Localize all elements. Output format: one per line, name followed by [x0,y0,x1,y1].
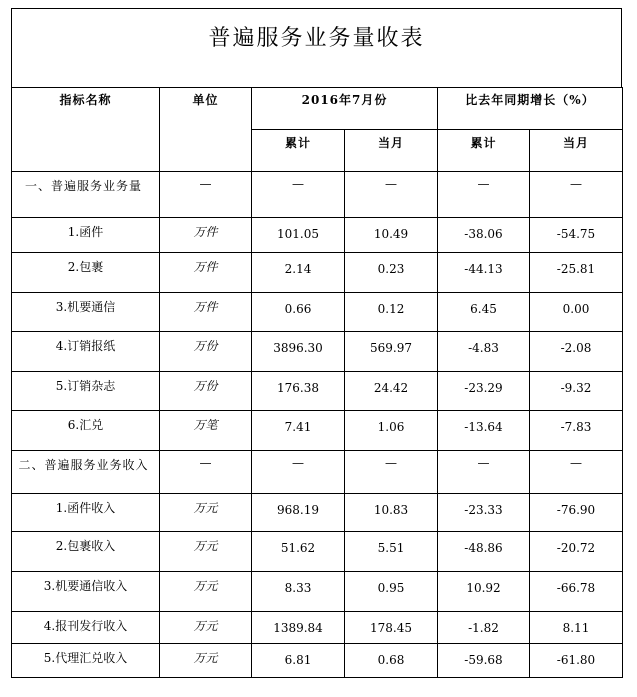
indicator-name-cell: 4.订销报纸 [12,332,160,372]
indicator-name-cell: 6.汇兑 [12,411,160,451]
current-month-cell: 0.12 [345,293,438,332]
growth-cumulative-cell: -44.13 [438,253,530,293]
current-month-cell: 0.95 [345,572,438,612]
indicator-name-cell: 5.代理汇兑收入 [12,644,160,678]
table-row [12,172,623,218]
current-month-cell: — [345,172,438,218]
cumulative-cell: 51.62 [252,532,345,572]
cumulative-cell: — [252,172,345,218]
cumulative-cell: 6.81 [252,644,345,678]
growth-current-month-cell: -76.90 [530,494,623,532]
cumulative-cell: 7.41 [252,411,345,451]
unit-cell: 万元 [160,494,252,532]
table-row [12,332,623,372]
indicator-name-cell: 3.机要通信 [12,293,160,332]
header-row-1 [12,88,623,130]
indicator-name-cell: 2.包裹收入 [12,532,160,572]
growth-cumulative-cell: -48.86 [438,532,530,572]
growth-cumulative-cell: -38.06 [438,218,530,253]
cumulative-cell: 968.19 [252,494,345,532]
current-month-cell: 1.06 [345,411,438,451]
indicator-name-cell: 1.函件收入 [12,494,160,532]
table-row [12,532,623,572]
header-growth: 比去年同期增长（%） [438,88,623,130]
growth-current-month-cell: -7.83 [530,411,623,451]
table-row [12,451,623,494]
growth-current-month-cell: — [530,172,623,218]
unit-cell: 万件 [160,218,252,253]
header-indicator: 指标名称 [12,88,160,172]
unit-cell: — [160,172,252,218]
indicator-name-cell: 2.包裹 [12,253,160,293]
current-month-cell: 569.97 [345,332,438,372]
growth-cumulative-cell: — [438,172,530,218]
current-month-cell: 10.83 [345,494,438,532]
current-month-cell: 178.45 [345,612,438,644]
cumulative-cell: 0.66 [252,293,345,332]
growth-current-month-cell: -20.72 [530,532,623,572]
growth-current-month-cell: -2.08 [530,332,623,372]
growth-cumulative-cell: 6.45 [438,293,530,332]
current-month-cell: 10.49 [345,218,438,253]
current-month-cell: 0.68 [345,644,438,678]
growth-cumulative-cell: -13.64 [438,411,530,451]
unit-cell: 万件 [160,253,252,293]
cumulative-cell: 8.33 [252,572,345,612]
growth-current-month-cell: -61.80 [530,644,623,678]
header-growth-current-month: 当月 [530,130,623,172]
unit-cell: 万件 [160,293,252,332]
table-row [12,644,623,678]
table-row [12,572,623,612]
growth-current-month-cell: -25.81 [530,253,623,293]
current-month-cell: — [345,451,438,494]
indicator-name-cell: 4.报刊发行收入 [12,612,160,644]
growth-cumulative-cell: -1.82 [438,612,530,644]
growth-current-month-cell: 8.11 [530,612,623,644]
header-current-month: 当月 [345,130,438,172]
cumulative-cell: — [252,451,345,494]
growth-current-month-cell: — [530,451,623,494]
indicator-name-cell: 一、普遍服务业务量 [12,172,160,218]
unit-cell: — [160,451,252,494]
table-row [12,411,623,451]
page-title: 普遍服务业务量收表 [208,26,425,51]
indicator-name-cell: 1.函件 [12,218,160,253]
growth-cumulative-cell: 10.92 [438,572,530,612]
header-unit: 单位 [160,88,252,172]
table-row [12,494,623,532]
growth-cumulative-cell: -23.29 [438,372,530,411]
table-row [12,253,623,293]
cumulative-cell: 101.05 [252,218,345,253]
header-period: 2016年7月份 [252,88,438,130]
cumulative-cell: 176.38 [252,372,345,411]
indicator-name-cell: 3.机要通信收入 [12,572,160,612]
current-month-cell: 0.23 [345,253,438,293]
unit-cell: 万笔 [160,411,252,451]
cumulative-cell: 1389.84 [252,612,345,644]
unit-cell: 万份 [160,372,252,411]
unit-cell: 万份 [160,332,252,372]
growth-current-month-cell: -66.78 [530,572,623,612]
title-box [11,8,622,87]
table-row [12,372,623,411]
indicator-name-cell: 二、普遍服务业务收入 [12,451,160,494]
growth-current-month-cell: -54.75 [530,218,623,253]
report-table [11,87,623,678]
table-row [12,218,623,253]
growth-cumulative-cell: -4.83 [438,332,530,372]
table-row [12,293,623,332]
growth-current-month-cell: -9.32 [530,372,623,411]
unit-cell: 万元 [160,612,252,644]
growth-current-month-cell: 0.00 [530,293,623,332]
growth-cumulative-cell: -59.68 [438,644,530,678]
unit-cell: 万元 [160,572,252,612]
growth-cumulative-cell: — [438,451,530,494]
unit-cell: 万元 [160,532,252,572]
header-cumulative: 累计 [252,130,345,172]
cumulative-cell: 3896.30 [252,332,345,372]
cumulative-cell: 2.14 [252,253,345,293]
current-month-cell: 5.51 [345,532,438,572]
current-month-cell: 24.42 [345,372,438,411]
header-growth-cumulative: 累计 [438,130,530,172]
indicator-name-cell: 5.订销杂志 [12,372,160,411]
unit-cell: 万元 [160,644,252,678]
table-row [12,612,623,644]
growth-cumulative-cell: -23.33 [438,494,530,532]
